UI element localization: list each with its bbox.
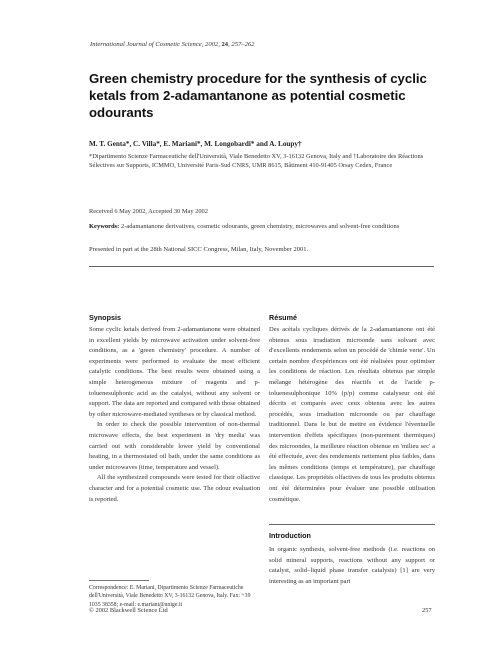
resume-paragraph: Des acétals cycliques dérivés de la 2-adamantanone ont été obtenus sous irradiation microonde sans solvant avec d'excellents rendements selon un procédé de 'chimie verte'. Un certain nombre d'expériences ont été réalisées pour optimiser les conditions de réaction. Les résultats obtenus par simple mélange hétérogène des réactifs et de l'acide p-toluenesulphonique 10% (p/p) comme catalyseur ont été décrits et comparés avec ceux obtenus avec les autres procédés, sous irradiation microonde ou par chauffage traditionnel. Dans le but de mettre en évidence l'éventuelle intervention d'effets spécifiques (non-purement thermiques) des microondes, la meilleure réaction obtenue en 'milieu sec' a été effectuée, avec des rendements nettement plus faibles, dans les mêmes conditions (temps et température), par chauffage classique. Les propriétés olfactives de tous les produits obtenus ont été déterminées pour évaluer une possible utilisation cosmétique. (269, 326, 435, 503)
journal-year: , 2002, (201, 41, 222, 48)
keywords-text: 2-adamantanone derivatives, cosmetic odourants, green chemistry, microwaves and solvent-free conditions (119, 223, 400, 230)
introduction-divider (269, 524, 435, 525)
affiliation: *Dipartimento Scienze Farmaceutiche dell'Università, Viale Benedetto XV, 3-16132 Genova, Italy and †Laboratoire des Réactions Sélectives sur Supports, ICMMO, Université Paris-Sud CNRS, UMR 8615, Bâtiment 410-91405 Orsay Cedex, France (89, 153, 424, 169)
page-number: 257 (422, 607, 432, 614)
correspondence-note: Correspondence: E. Mariani, Dipartimento Scienze Farmaceutiche dell'Università, Viale Benedetto XV, 3-16132 Genova, Italy. Fax: +39 1035 38358; e-mail: e.mariani@unige.it (89, 585, 251, 608)
journal-name: International Journal of Cosmetic Science (90, 41, 202, 48)
journal-header (90, 41, 254, 48)
keywords (89, 222, 434, 232)
resume-body (269, 325, 435, 505)
presented-note: Presented in part at the 28th National SICC Congress, Milan, Italy, November 2001. (89, 246, 309, 253)
synopsis-paragraph: Some cyclic ketals derived from 2-adamantanone were obtained in excellent yields by microwave activation under solvent-free conditions, as a 'green chemistry' procedure. A number of experiments were performed to evaluate the most efficient catalytic conditions. The best results were obtained using a simple heterogeneous mixture of reagents and p-toluenesulphonic acid as the catalyst, without any solvent or support. The data are reported and compared with those obtained by other microwave-mediated syntheses or by classical method. (89, 326, 260, 418)
resume-heading: Résumé (269, 313, 297, 322)
header-divider (89, 266, 434, 267)
introduction-heading: Introduction (269, 531, 311, 540)
synopsis-paragraph: All the synthesized compounds were tested for their olfactive character and for a potential cosmetic use. The odour evaluation is reported. (89, 474, 260, 503)
article-title: Green chemistry procedure for the synthesis of cyclic ketals from 2-adamantanone as potential cosmetic odourants (89, 71, 427, 120)
authors: M. T. Genta*, C. Villa*, E. Mariani*, M. Longobardi* and A. Loupy† (89, 140, 302, 148)
keywords-label: Keywords: (89, 223, 120, 230)
journal-pages: , 257–262 (228, 41, 255, 48)
synopsis-body (89, 325, 260, 505)
footnote-divider (89, 580, 149, 581)
copyright: © 2002 Blackwell Science Ltd (89, 607, 168, 614)
journal-volume: 24 (221, 41, 229, 48)
synopsis-paragraph: In order to check the possible intervention of non-thermal microwave effects, the best experiment in 'dry media' was carried out with considerable lower yield by conventional heating, in a thermostated oil bath, under the same conditions as under microwaves (time, temperature and vessel). (89, 421, 260, 471)
received-dates: Received 6 May 2002, Accepted 30 May 2002 (89, 208, 208, 215)
synopsis-heading: Synopsis (89, 313, 121, 322)
introduction-body: In organic synthesis, solvent-free methods (i.e. reactions on solid mineral supports, reactions without any support or catalyst, solid–liquid phase transfer catalysis) [1] are very interesting as an important part (269, 546, 435, 585)
